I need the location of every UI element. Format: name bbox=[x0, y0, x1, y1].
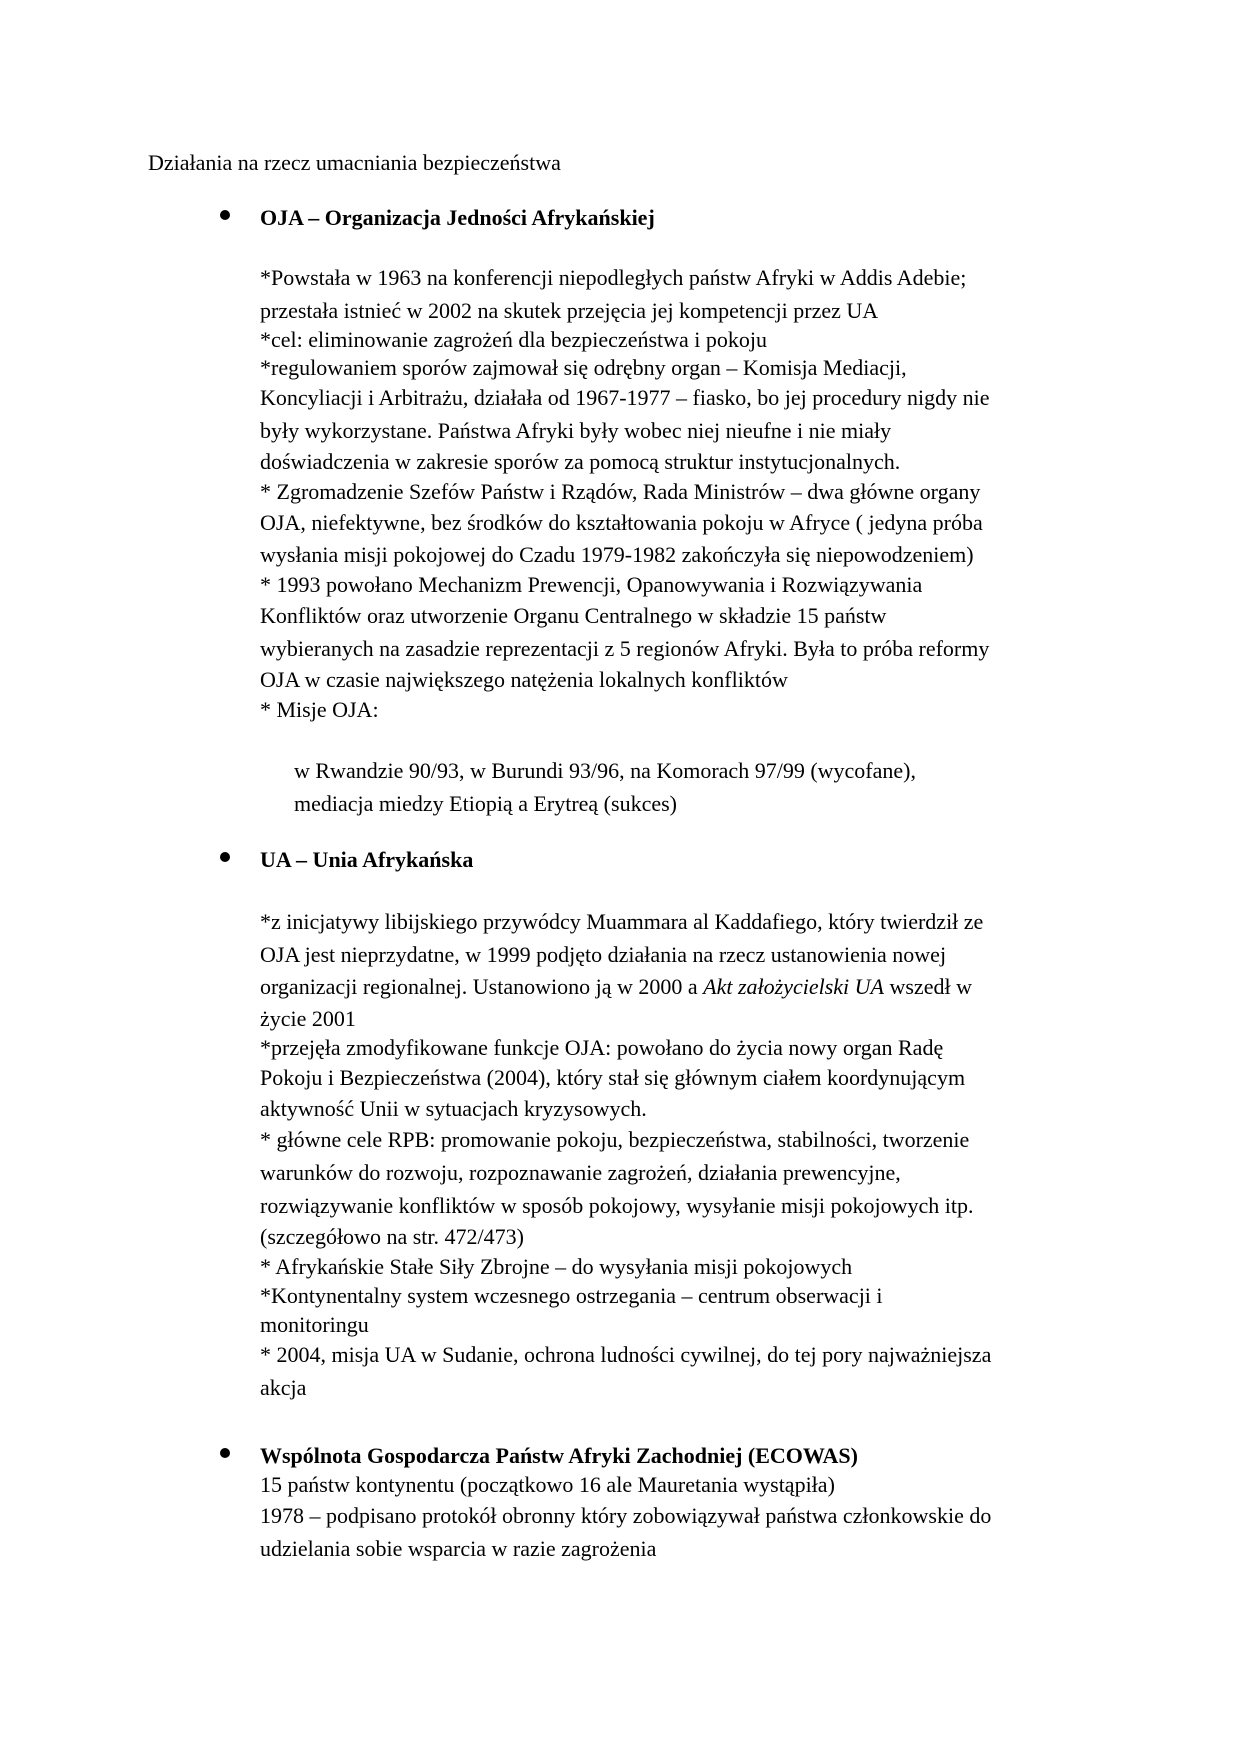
text-line: wysłania misji pokojowej do Czadu 1979-1982 zakończyła się niepowodzeniem) bbox=[260, 541, 974, 567]
text-line: Konfliktów oraz utworzenie Organu Centralnego w składzie 15 państw bbox=[260, 602, 887, 628]
text-line: wybieranych na zasadzie reprezentacji z 5 regionów Afryki. Była to próba reformy bbox=[260, 635, 990, 661]
text-segment: wszedł w bbox=[883, 974, 972, 1000]
text-line: monitoringu bbox=[260, 1312, 369, 1338]
bullet-icon bbox=[220, 210, 230, 220]
section-body bbox=[260, 1470, 1100, 1565]
text-line: w Rwandzie 90/93, w Burundi 93/96, na Komorach 97/99 (wycofane), bbox=[294, 758, 916, 783]
text-line: akcja bbox=[260, 1374, 307, 1400]
text-line: 15 państw kontynentu (początkowo 16 ale Mauretania wystąpiła) bbox=[260, 1472, 835, 1497]
text-line: Pokoju i Bezpieczeństwa (2004), który stał się głównym ciałem koordynującym bbox=[260, 1064, 966, 1090]
text-line: * główne cele RPB: promowanie pokoju, bezpieczeństwa, stabilności, tworzenie bbox=[260, 1127, 970, 1153]
text-line: * 2004, misja UA w Sudanie, ochrona ludności cywilnej, do tej pory najważniejsza bbox=[260, 1342, 992, 1368]
text-line: mediacja miedzy Etiopią a Erytreą (sukces) bbox=[294, 790, 677, 816]
section-body bbox=[260, 906, 1100, 1404]
text-line bbox=[260, 971, 1100, 1004]
text-line: doświadczenia w zakresie sporów za pomocą struktur instytucjonalnych. bbox=[260, 449, 901, 475]
text-line: aktywność Unii w sytuacjach kryzysowych. bbox=[260, 1096, 647, 1122]
text-line: * Zgromadzenie Szefów Państw i Rządów, Rada Ministrów – dwa główne organy bbox=[260, 479, 981, 505]
section-heading: UA – Unia Afrykańska bbox=[260, 847, 474, 872]
text-segment: organizacji regionalnej. Ustanowiono ją w 2000 a bbox=[260, 974, 704, 1000]
text-line: * Misje OJA: bbox=[260, 697, 379, 723]
text-line: rozwiązywanie konfliktów w sposób pokojowy, wysyłanie misji pokojowych itp. bbox=[260, 1192, 974, 1218]
text-line: OJA jest nieprzydatne, w 1999 podjęto działania na rzecz ustanowienia nowej bbox=[260, 941, 947, 967]
text-line: OJA w czasie największego natężenia lokalnych konfliktów bbox=[260, 667, 788, 693]
bullet-icon bbox=[220, 1448, 230, 1458]
text-line: przestała istnieć w 2002 na skutek przejęcia jej kompetencji przez UA bbox=[260, 297, 879, 323]
text-line: *Kontynentalny system wczesnego ostrzegania – centrum obserwacji i bbox=[260, 1283, 883, 1309]
document-title: Działania na rzecz umacniania bezpieczeństwa bbox=[148, 150, 561, 175]
text-line: OJA, niefektywne, bez środków do kształtowania pokoju w Afryce ( jedyna próba bbox=[260, 510, 983, 536]
text-line: *regulowaniem sporów zajmował się odrębny organ – Komisja Mediacji, bbox=[260, 355, 907, 381]
text-line: *przejęła zmodyfikowane funkcje OJA: powołano do życia nowy organ Radę bbox=[260, 1034, 944, 1060]
text-line: Koncyliacji i Arbitrażu, działała od 1967-1977 – fiasko, bo jej procedury nigdy nie bbox=[260, 385, 990, 411]
text-line: *z inicjatywy libijskiego przywódcy Muammara al Kaddafiego, który twierdził ze bbox=[260, 909, 984, 934]
missions-list bbox=[294, 755, 1134, 820]
text-line: były wykorzystane. Państwa Afryki były wobec niej nieufne i nie miały bbox=[260, 417, 892, 443]
text-line: udzielania sobie wsparcia w razie zagrożenia bbox=[260, 1535, 657, 1561]
bullet-icon bbox=[220, 852, 230, 862]
text-line: * 1993 powołano Mechanizm Prewencji, Opanowywania i Rozwiązywania bbox=[260, 571, 923, 597]
section-heading: Wspólnota Gospodarcza Państw Afryki Zachodniej (ECOWAS) bbox=[260, 1443, 858, 1468]
text-line: życie 2001 bbox=[260, 1005, 356, 1031]
section-body bbox=[260, 262, 1100, 725]
text-line: 1978 – podpisano protokół obronny który zobowiązywał państwa członkowskie do bbox=[260, 1503, 992, 1528]
text-line: * Afrykańskie Stałe Siły Zbrojne – do wysyłania misji pokojowych bbox=[260, 1254, 853, 1280]
text-line: (szczegółowo na str. 472/473) bbox=[260, 1224, 524, 1250]
text-line: *cel: eliminowanie zagrożeń dla bezpieczeństwa i pokoju bbox=[260, 327, 768, 353]
section-heading: OJA – Organizacja Jedności Afrykańskiej bbox=[260, 205, 655, 230]
act-title: Akt założycielski UA bbox=[703, 974, 884, 1000]
text-line: warunków do rozwoju, rozpoznawanie zagrożeń, działania prewencyjne, bbox=[260, 1159, 901, 1185]
text-line: *Powstała w 1963 na konferencji niepodległych państw Afryki w Addis Adebie; bbox=[260, 265, 967, 290]
